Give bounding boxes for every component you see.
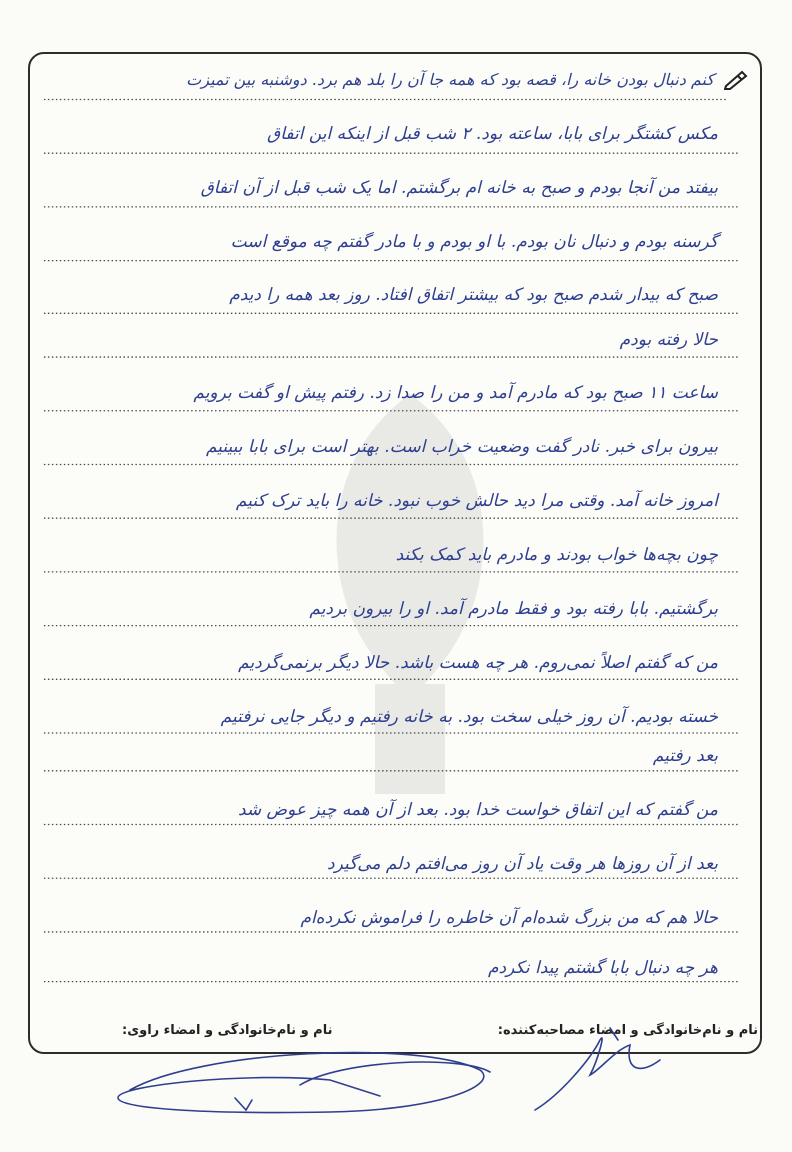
handwritten-line: من که گفتم اصلاً نمی‌روم. هر چه هست باشد. حالا دیگر برنمی‌گردیم	[238, 653, 718, 673]
handwritten-line: گرسنه بودم و دنبال نان بودم. با او بودم و با مادر گفتم چه موقع است	[230, 232, 718, 252]
handwritten-line: امروز خانه آمد. وقتی مرا دید حالش خوب نبود. خانه را باید ترک کنیم	[235, 491, 718, 511]
handwritten-line: هر چه دنبال بابا گشتم پیدا نکردم	[488, 958, 718, 978]
handwritten-line: مکس کشتگر برای بابا، ساعته بود. ۲ شب قبل از اینکه این اتفاق	[267, 124, 718, 144]
interviewer-signature-label: نام و نام‌خانوادگی و امضاء مصاحبه‌کننده:	[497, 1023, 758, 1038]
handwritten-line: صبح که بیدار شدم صبح بود که بیشتر اتفاق افتاد. روز بعد همه را دیدم	[229, 285, 718, 305]
handwritten-line: بعد از آن روزها هر وقت یاد آن روز می‌افتم دلم می‌گیرد	[327, 854, 718, 874]
handwritten-line: بیرون برای خبر. نادر گفت وضعیت خراب است. بهتر است برای بابا ببینیم	[205, 437, 718, 457]
form-sheet	[28, 52, 762, 1054]
handwritten-line: ساعت ۱۱ صبح بود که مادرم آمد و من را صدا زد. رفتم پیش او گفت برویم	[193, 383, 718, 403]
handwritten-line: خسته بودیم. آن روز خیلی سخت بود. به خانه رفتیم و دیگر جایی نرفتیم	[220, 707, 718, 727]
handwritten-line: کنم دنبال بودن خانه را، قصه بود که همه جا آن را بلد هم برد. دوشنبه بین تمیزت	[186, 70, 714, 89]
narrator-signature-label: نام و نام‌خانوادگی و امضاء راوی:	[122, 1023, 333, 1038]
handwritten-line: بعد رفتیم	[652, 746, 718, 766]
handwritten-line: من گفتم که این اتفاق خواست خدا بود. بعد از آن همه چیز عوض شد	[237, 800, 718, 820]
handwritten-line: چون بچه‌ها خواب بودند و مادرم باید کمک بکند	[395, 545, 718, 565]
handwritten-line: بیفتد من آنجا بودم و صبح به خانه ام برگشتم. اما یک شب قبل از آن اتفاق	[200, 178, 718, 198]
handwritten-line: برگشتیم. بابا رفته بود و فقط مادرم آمد. او را بیرون بردیم	[309, 599, 718, 619]
handwritten-line: حالا رفته بودم	[619, 330, 718, 350]
narrator-signature	[118, 1053, 484, 1113]
handwritten-line: حالا هم که من بزرگ شده‌ام آن خاطره را فراموش نکرده‌ام	[300, 908, 718, 928]
